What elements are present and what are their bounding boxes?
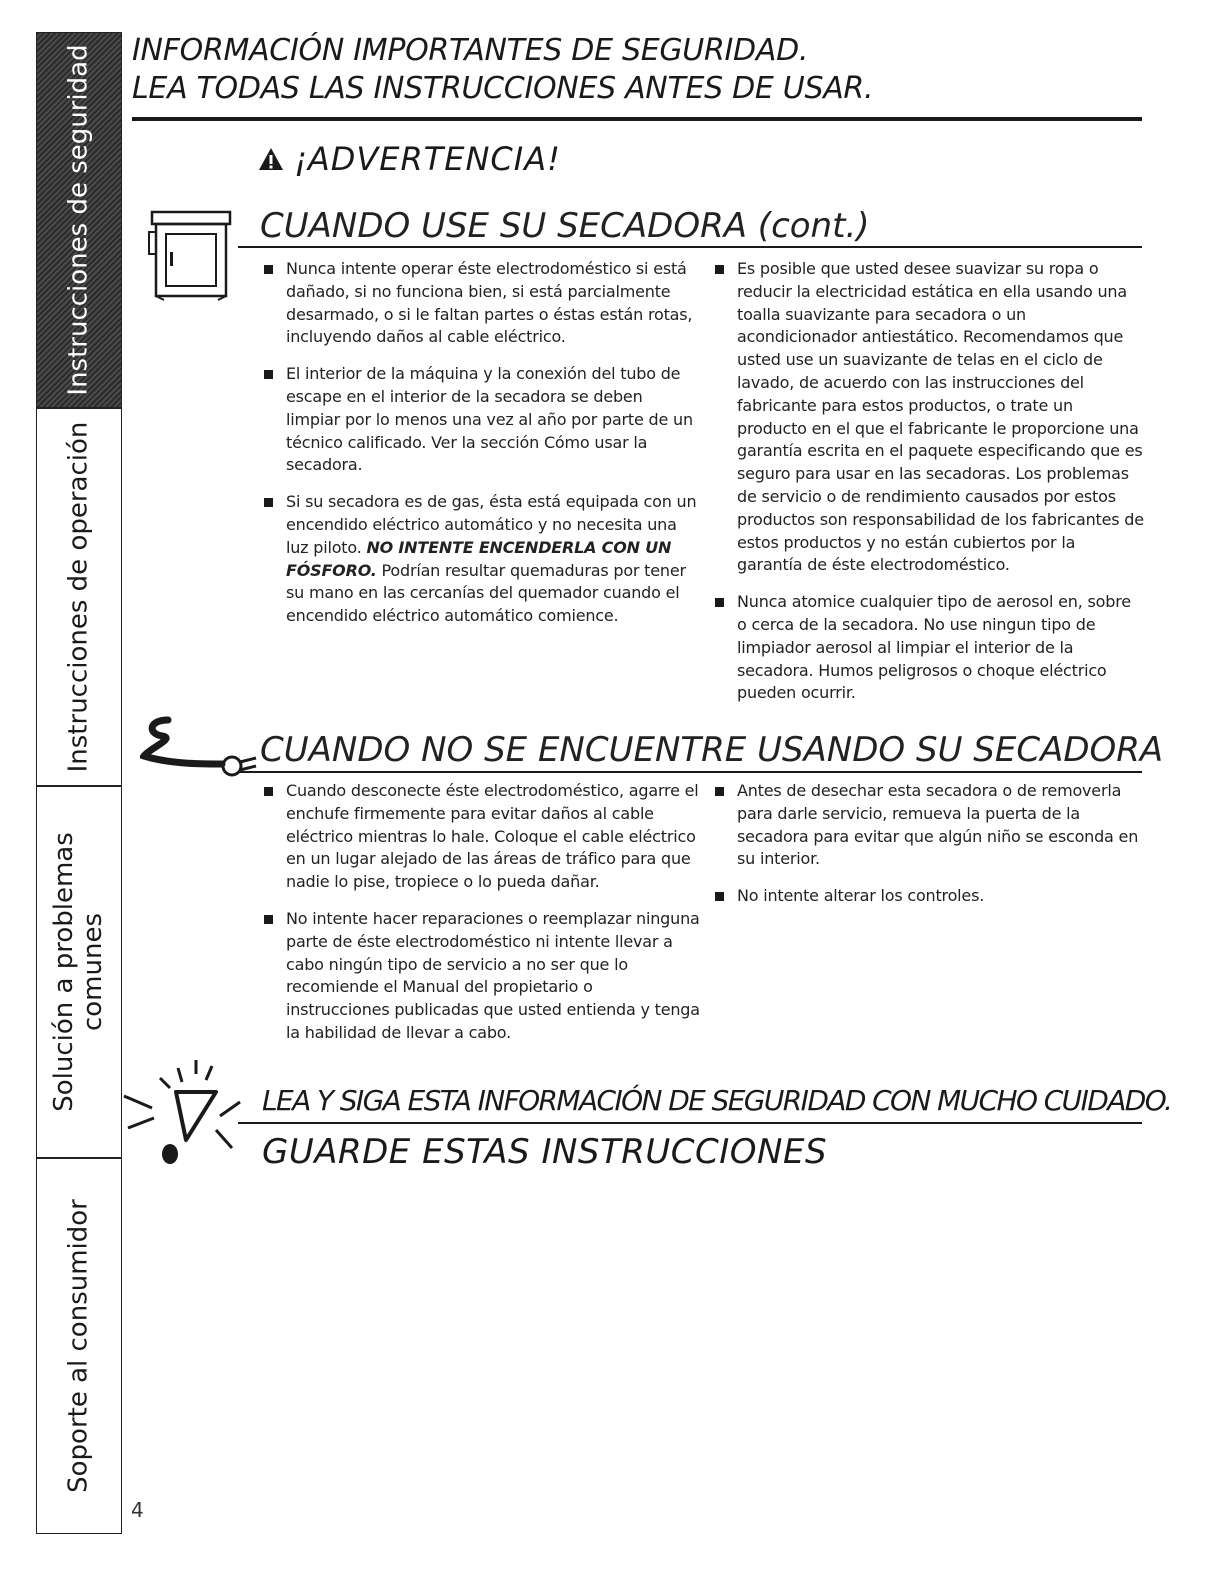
section-rule-use xyxy=(238,246,1142,248)
tab-instrucciones-operacion[interactable] xyxy=(36,408,122,786)
section-not-use-left-column xyxy=(262,780,700,1055)
tab-label-text: Solución a problemas comunes xyxy=(49,832,108,1112)
list-item xyxy=(262,780,700,894)
section-rule-not-use xyxy=(238,771,1142,773)
list-item-text: Cuando desconecte éste electrodoméstico, agarre el enchufe firmemente para evitar daños al cable eléctrico mientras lo hale. Coloque el cable eléctrico en un lugar alejado de las áreas de tráfico para que nadie lo pise, tropiece o lo pueda dañar. xyxy=(286,781,699,892)
tab-soporte-consumidor[interactable] xyxy=(36,1158,122,1534)
bullet-square xyxy=(715,787,724,796)
bullet-square xyxy=(264,498,273,507)
list-item xyxy=(262,258,700,349)
list-item-text: El interior de la máquina y la conexión del tubo de escape en el interior de la secadora se deben limpiar por lo menos una vez al año por parte de un técnico calificado. Ver la sección Cómo usar la secadora. xyxy=(286,364,693,475)
bullet-square xyxy=(715,265,724,274)
list-item-text: No intente alterar los controles. xyxy=(737,886,985,906)
tab-label: Instrucciones de seguridad xyxy=(63,44,94,396)
bullet-square xyxy=(264,915,273,924)
warning-emphasis: NO INTENTE ENCENDERLA CON UN FÓSFORO. xyxy=(286,537,672,580)
list-item xyxy=(713,780,1145,871)
bullet-square xyxy=(715,598,724,607)
tab-label: Soporte al consumidor xyxy=(63,1199,94,1493)
footer-line-2: GUARDE ESTAS INSTRUCCIONES xyxy=(262,1132,828,1172)
tab-instrucciones-seguridad[interactable] xyxy=(36,32,122,408)
list-item-text: Nunca intente operar éste electrodoméstico si está dañado, si no funciona bien, si está parcialmente desarmado, o si le faltan partes o éstas están rotas, incluyendo daños al cable eléctrico. xyxy=(286,259,693,347)
dryer-icon xyxy=(146,208,236,302)
list-item-text: Antes de desechar esta secadora o de removerla para darle servicio, remueva la puerta de la secadora para evitar que algún niño se esconda en su interior. xyxy=(737,781,1139,869)
list-item xyxy=(713,258,1145,577)
section-use-right-column xyxy=(713,258,1145,715)
page-number: 4 xyxy=(131,1498,144,1522)
bullet-square xyxy=(715,892,724,901)
tab-solucion-problemas[interactable] xyxy=(36,786,122,1158)
bullet-square xyxy=(264,265,273,274)
footer-line-1: LEA Y SIGA ESTA INFORMACIÓN DE SEGURIDAD CON MUCHO CUIDADO. xyxy=(262,1084,1172,1117)
warning-triangle-icon xyxy=(258,146,284,172)
section-title-not-use: CUANDO NO SE ENCUENTRE USANDO SU SECADORA xyxy=(260,730,1164,770)
list-item xyxy=(713,885,1145,908)
list-item xyxy=(262,908,700,1045)
footer-rule xyxy=(238,1122,1142,1124)
list-item xyxy=(262,363,700,477)
list-item-text: Es posible que usted desee suavizar su ropa o reducir la electricidad estática en ella usando una toalla suavizante para secadora o un acondicionador antiestático. Recomendamos que usted use un suavizante de telas en el ciclo de lavado, de acuerdo con las instrucciones del fabricante para estos productos, o trate un producto en el que el fabricante le proporcione una garantía escrita en el paquete especificando que es seguro para usar en las secadoras. Los problemas de servicio o de rendimiento causados por estos productos son responsabilidad de los fabricantes de estos productos y no están cubiertos por la garantía de éste electrodoméstico. xyxy=(737,259,1144,575)
header-line-1: INFORMACIÓN IMPORTANTES DE SEGURIDAD. xyxy=(132,33,809,68)
header-line-2: LEA TODAS LAS INSTRUCCIONES ANTES DE USAR. xyxy=(132,71,874,106)
header-rule xyxy=(132,117,1142,121)
list-item-text: Nunca atomice cualquier tipo de aerosol en, sobre o cerca de la secadora. No use ningun tipo de limpiador aerosol al limpiar el interior de la secadora. Humos peligrosos o choque eléctrico pueden ocurrir. xyxy=(737,592,1131,703)
exclamation-alert-icon xyxy=(120,1058,260,1178)
section-title-use: CUANDO USE SU SECADORA (cont.) xyxy=(260,206,870,246)
list-item xyxy=(262,491,700,628)
list-item-text: No intente hacer reparaciones o reemplazar ninguna parte de éste electrodoméstico ni intente llevar a cabo ningún tipo de servicio a no ser que lo recomiende el Manual del propietario o instrucciones publicadas que usted entienda y tenga la habilidad de llevar a cabo. xyxy=(286,908,700,1042)
list-item xyxy=(713,591,1145,705)
section-use-left-column xyxy=(262,258,700,638)
section-not-use-right-column xyxy=(713,780,1145,918)
page-header xyxy=(132,32,1142,108)
bullet-square xyxy=(264,787,273,796)
tab-label: Instrucciones de operación xyxy=(63,421,94,773)
bullet-square xyxy=(264,370,273,379)
list-item-text: Podrían resultar quemaduras por tener su mano en las cercanías del quemador cuando el encendido eléctrico automático comience. xyxy=(286,560,686,626)
warning-title-text: ¡ADVERTENCIA! xyxy=(294,140,561,178)
list-item-text: Si su secadora es de gas, ésta está equipada con un encendido eléctrico automático y no necesita una luz piloto. xyxy=(286,492,697,557)
warning-title xyxy=(258,140,561,178)
tab-label xyxy=(50,802,108,1142)
